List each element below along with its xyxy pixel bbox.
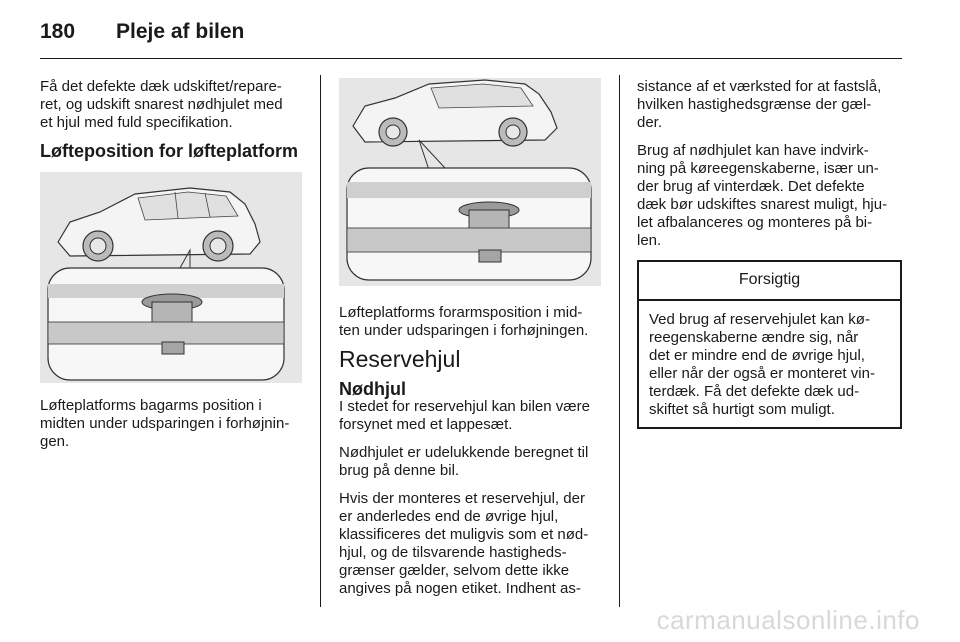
lift-position-heading: Løfteposition for løfteplatform [40,141,298,161]
front-arm-lift-illustration [339,78,601,286]
column-2 [339,78,604,608]
caution-body: Ved brug af reservehjulet kan kø- reegenskaberne ændre sig, når det er mindre end de øvrige hjul, eller når der også er monteret vin- terdæk. Få det defekte dæk ud- skiftet så hurtigt som muligt. [649,311,875,418]
caution-title: Forsigtig [639,262,900,301]
column-divider-1 [320,75,321,607]
paragraph-workshop: sistance af et værksted for at fastslå, hvilken hastighedsgrænse der gæl- der. [637,78,882,131]
page-number: 180 [40,20,76,43]
intro-paragraph: Få det defekte dæk udskiftet/repare- ret, og udskift snarest nødhjulet med et hjul med fuld specifikation. [40,78,283,131]
watermark: carmanualsonline.info [656,605,920,635]
paragraph-different-wheel: Hvis der monteres et reservehjul, der er anderledes end de øvrige hjul, klassificeres det muligvis som et nød- hjul, og de tilsvarende hastigheds- grænser gælder, selvom dette ikke angives på nogen etiket. Indhent as- [339,490,589,597]
section-title: Reservehjul [339,346,461,372]
caution-box [637,260,902,429]
page-title: Pleje af bilen [116,20,245,43]
rear-arm-caption: Løfteplatforms bagarms position i midten under udsparingen i forhøjnin- gen. [40,397,290,450]
rear-arm-lift-illustration [40,172,302,383]
column-3 [637,78,902,429]
paragraph-handling: Brug af nødhjulet kan have indvirk- ning på køreegenskaberne, især un- der brug af vinterdæk. Det defekte dæk bør udskiftes snarest muligt, hju- let afbalanceres og monteres på bi- len. [637,142,888,249]
column-1 [40,78,308,461]
subheading-spare-wheel: Nødhjul [339,379,406,399]
car-front-lift-image [339,78,601,286]
front-arm-caption: Løfteplatforms forarmsposition i mid- ten under udsparingen i forhøjningen. [339,304,589,339]
paragraph-spare-only: Nødhjulet er udelukkende beregnet til brug på denne bil. [339,444,589,479]
column-divider-2 [619,75,620,607]
paragraph-repair-kit: I stedet for reservehjul kan bilen være forsynet med et lappesæt. [339,398,590,433]
header-rule [40,58,902,59]
page-header [40,20,244,44]
car-rear-lift-image [40,172,302,383]
